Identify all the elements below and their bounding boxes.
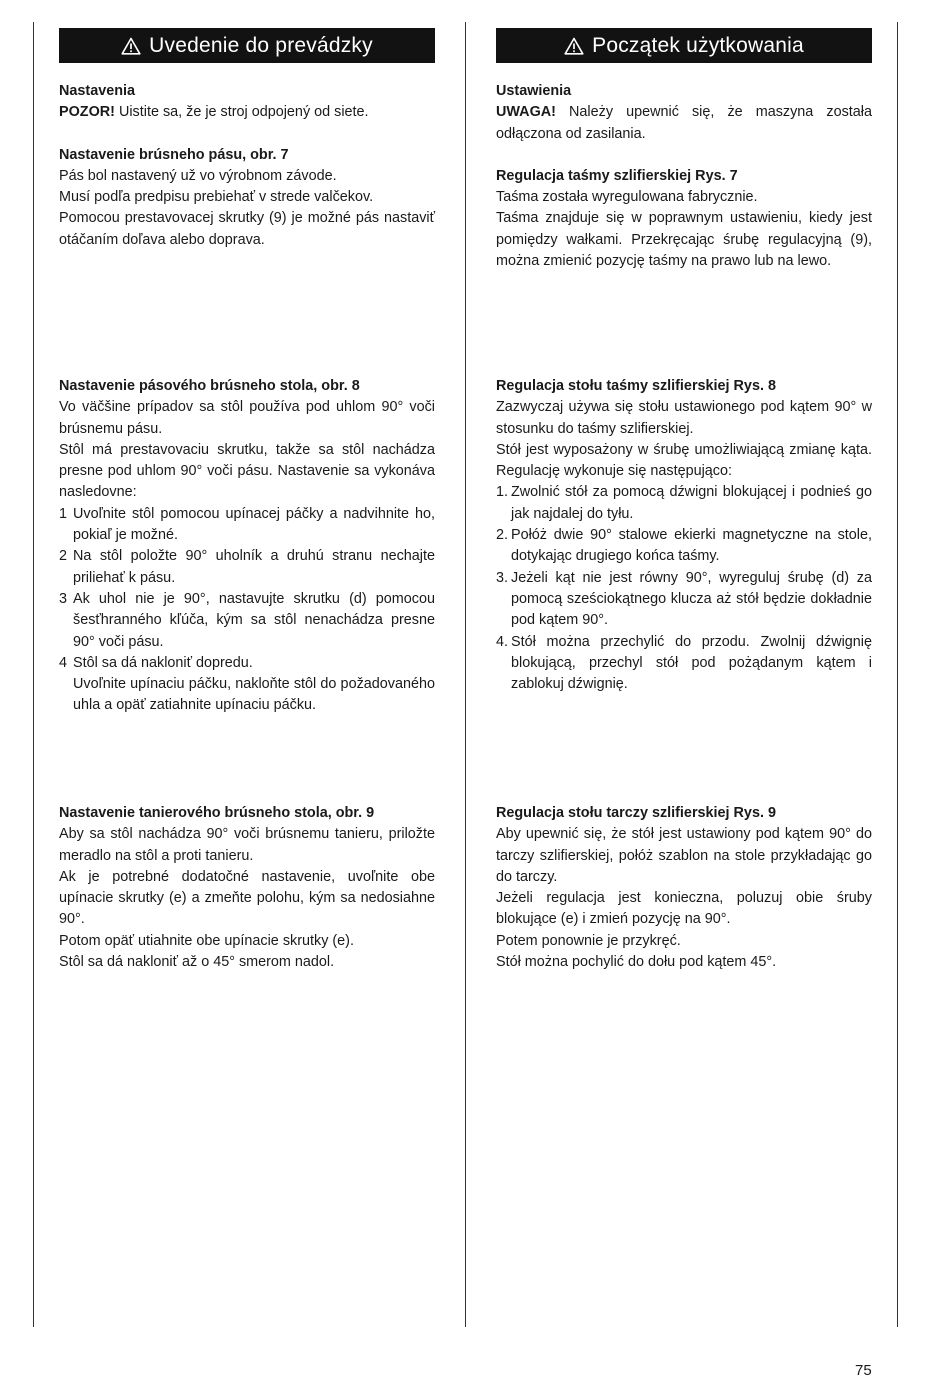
paragraph-line: Potom opäť utiahnite obe upínacie skrutky (e).	[59, 932, 354, 949]
left-column	[59, 28, 435, 971]
step-number: 1	[59, 505, 68, 522]
step-number: 2	[59, 548, 68, 565]
section-title: Ustawienia	[496, 83, 572, 99]
section-title: Nastavenie pásového brúsneho stola, obr. 8	[59, 378, 360, 394]
warning-paragraph	[496, 102, 872, 145]
paragraph-line: Pomocou prestavovacej skrutky (9) je možné pás nastaviť otáčaním doľava alebo doprava.	[59, 210, 435, 248]
paragraph-line: Musí podľa predpisu prebiehať v strede valčekov.	[59, 189, 374, 206]
warning-paragraph	[59, 102, 435, 123]
right-section-settings	[496, 81, 872, 272]
paragraph: Stół jest wyposażony w śrubę umożliwiającą zmianę kąta. Regulację wykonuje się następująco:	[496, 441, 872, 480]
left-header-bar	[59, 28, 435, 63]
steps-list	[496, 482, 872, 695]
warning-label: UWAGA!	[496, 104, 556, 121]
paragraph-line: Pás bol nastavený už vo výrobnom závode.	[59, 167, 337, 184]
section-title: Regulacja taśmy szlifierskiej Rys. 7	[496, 167, 738, 184]
right-column	[496, 28, 872, 971]
left-section-disc-table	[59, 803, 435, 973]
paragraph: Vo väčšine prípadov sa stôl používa pod uhlom 90° voči brúsnemu pásu.	[59, 399, 435, 437]
paragraph-line: Taśma została wyregulowana fabrycznie.	[496, 189, 758, 206]
list-item	[59, 504, 435, 547]
list-item	[496, 482, 872, 525]
paragraph-line: Jeżeli regulacja jest konieczna, poluzuj obie śruby blokujące (e) i zmień pozycję na 90°.	[496, 890, 872, 928]
list-item	[496, 568, 872, 632]
warning-text: Należy upewnić się, że maszyna została odłączona od zasilania.	[496, 104, 872, 142]
step-text: Stół można przechylić do przodu. Zwolnij dźwignię blokującą, przechyl stół pod pożądanym kątem i zablokuj dźwignię.	[511, 633, 872, 693]
paragraph: Zazwyczaj używa się stołu ustawionego pod kątem 90° w stosunku do taśmy szlifierskiej.	[496, 399, 872, 437]
paragraph: Stôl má prestavovaciu skrutku, takže sa stôl nachádza presne pod uhlom 90° voči pásu. Nastavenie sa vykonáva nasledovne:	[59, 441, 435, 501]
step-text: Na stôl položte 90° uholník a druhú stranu nechajte priliehať k pásu.	[73, 548, 435, 586]
left-header-title: Uvedenie do prevádzky	[149, 33, 373, 57]
step-number: 2.	[496, 527, 509, 544]
paragraph-line: Stół można pochylić do dołu pod kątem 45°.	[496, 954, 777, 971]
warning-triangle-icon	[121, 37, 141, 55]
paragraph-line: Aby upewnić się, że stół jest ustawiony pod kątem 90° do tarczy szlifierskiej, połóż szablon na stole przykładając go do tarczy.	[496, 826, 872, 885]
section-title: Regulacja stołu tarczy szlifierskiej Rys. 9	[496, 805, 776, 821]
step-text: Ak uhol nie je 90°, nastavujte skrutku (d) pomocou šesťhranného kľúča, kým sa stôl nenachádza presne 90° voči pásu.	[73, 590, 435, 650]
list-item	[59, 653, 435, 674]
step-number: 4.	[496, 633, 509, 650]
step-continuation: Uvoľnite upínaciu páčku, nakloňte stôl do požadovaného uhla a opäť zatiahnite upínaciu páčku.	[73, 676, 435, 714]
warning-text: Uistite sa, že je stroj odpojený od siete.	[114, 104, 369, 121]
right-header-title: Początek użytkowania	[592, 33, 804, 57]
page-number: 75	[855, 1362, 872, 1379]
step-text: Stôl sa dá nakloniť dopredu.	[73, 654, 253, 671]
paragraph-line: Ak je potrebné dodatočné nastavenie, uvoľnite obe upínacie skrutky (e) a zmeňte polohu, kým sa nedosiahne 90°.	[59, 868, 435, 928]
paragraph-line: Aby sa stôl nachádza 90° voči brúsnemu tanieru, priložte meradlo na stôl a proti tanieru.	[59, 826, 435, 864]
warning-triangle-icon	[564, 37, 584, 55]
paragraph-line: Potem ponownie je przykręć.	[496, 932, 681, 949]
steps-list	[59, 504, 435, 674]
list-item	[59, 546, 435, 589]
right-header-bar	[496, 28, 872, 63]
left-section-belt-table	[59, 376, 435, 717]
right-section-belt-table	[496, 376, 872, 695]
list-item	[59, 589, 435, 653]
step-number: 3.	[496, 569, 509, 586]
step-text: Jeżeli kąt nie jest równy 90°, wyreguluj śrubę (d) za pomocą sześciokątnego klucza aż stół będzie dokładnie pod kątem 90°.	[511, 569, 872, 629]
section-title: Nastavenie brúsneho pásu, obr. 7	[59, 146, 289, 163]
left-border-line	[33, 22, 34, 1327]
right-border-line	[897, 22, 898, 1327]
step-text: Zwolnić stół za pomocą dźwigni blokującej i podnieś go jak najdalej do tyłu.	[511, 484, 872, 522]
warning-label: POZOR!	[59, 104, 115, 121]
step-number: 1.	[496, 484, 509, 501]
section-title: Nastavenia	[59, 83, 135, 99]
center-divider-line	[465, 22, 466, 1327]
list-item	[496, 632, 872, 696]
section-title: Regulacja stołu taśmy szlifierskiej Rys. 8	[496, 378, 776, 394]
section-title: Nastavenie tanierového brúsneho stola, obr. 9	[59, 805, 375, 821]
step-text: Uvoľnite stôl pomocou upínacej páčky a nadvihnite ho, pokiaľ je možné.	[73, 505, 435, 544]
paragraph-line: Taśma znajduje się w poprawnym ustawieniu, kiedy jest pomiędzy wałkami. Przekręcając śrubę regulacyjną (9), można zmienić pozycję taśmy na prawo lub na lewo.	[496, 210, 872, 270]
step-number: 3	[59, 590, 68, 607]
list-item	[496, 525, 872, 568]
right-section-disc-table	[496, 803, 872, 973]
left-section-settings	[59, 81, 435, 251]
paragraph-line: Stôl sa dá nakloniť až o 45° smerom nadol.	[59, 954, 335, 971]
step-text: Połóż dwie 90° stalowe ekierki magnetyczne na stole, dotykając drugiego końca taśmy.	[511, 527, 872, 565]
step-number: 4	[59, 654, 68, 671]
